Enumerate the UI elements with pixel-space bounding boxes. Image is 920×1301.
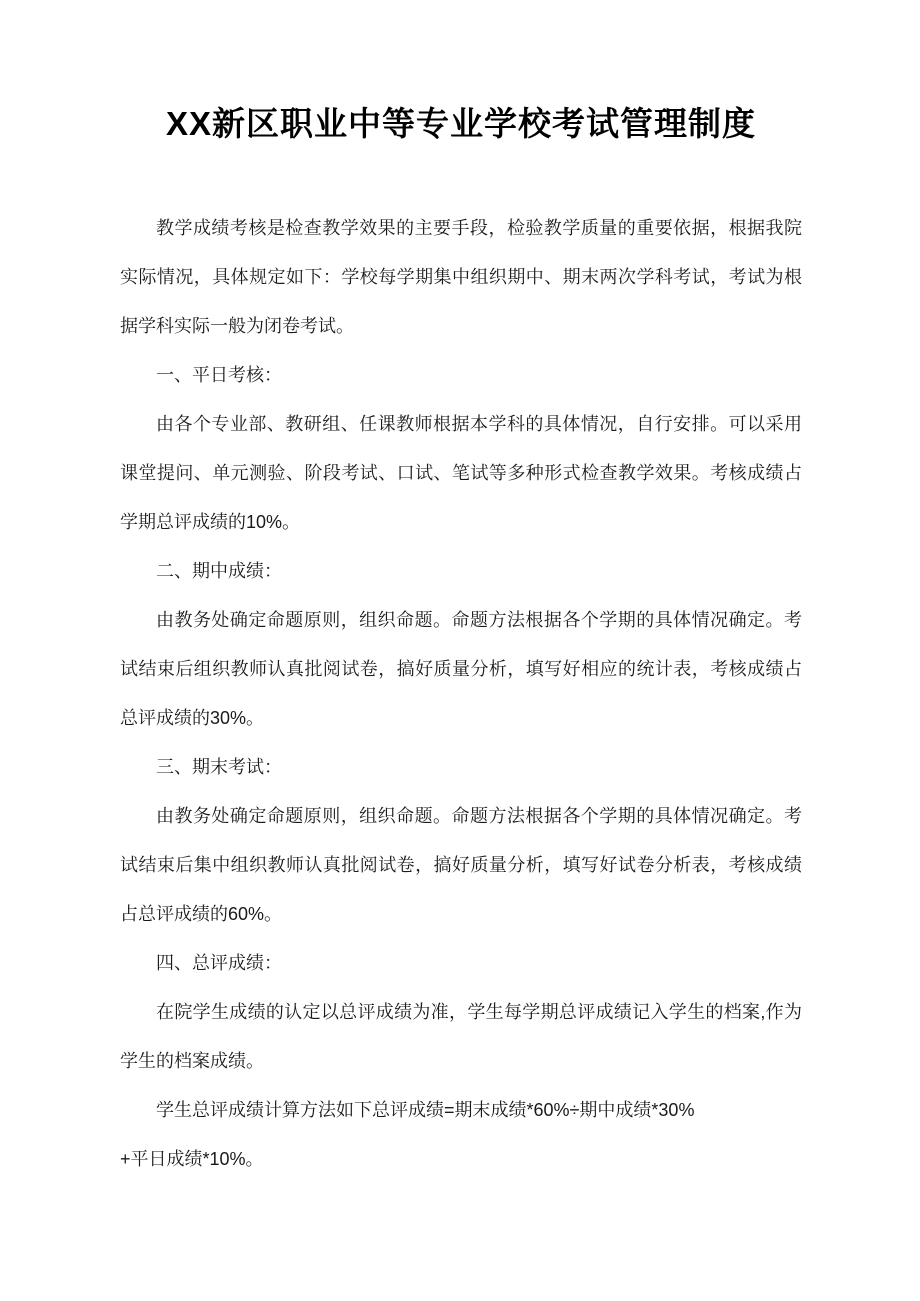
paragraph: 由各个专业部、教研组、任课教师根据本学科的具体情况，自行安排。可以采用课堂提问、单元测验、阶段考试、口试、笔试等多种形式检查教学效果。考核成绩占学期总评成绩的10%。: [120, 414, 802, 532]
paragraph: +平日成绩*10%。: [120, 1149, 264, 1169]
paragraph: 教学成绩考核是检查教学效果的主要手段，检验教学质量的重要依据，根据我院实际情况，具体规定如下：学校每学期集中组织期中、期末两次学科考试，考试为根据学科实际一般为闭卷考试。: [120, 218, 802, 336]
paragraph: 在院学生成绩的认定以总评成绩为准，学生每学期总评成绩记入学生的档案,作为学生的档案成绩。: [120, 1002, 802, 1071]
paragraph: 四、总评成绩：: [156, 953, 282, 973]
paragraph: 学生总评成绩计算方法如下总评成绩=期末成绩*60%÷期中成绩*30%: [156, 1100, 695, 1120]
paragraph: 一、平日考核：: [156, 365, 282, 385]
paragraph: 三、期末考试：: [156, 757, 282, 777]
paragraph: 由教务处确定命题原则，组织命题。命题方法根据各个学期的具体情况确定。考试结束后集中组织教师认真批阅试卷，搞好质量分析，填写好试卷分析表，考核成绩占总评成绩的60%。: [120, 806, 802, 924]
document-body: [120, 204, 802, 1184]
document-title: XX新区职业中等专业学校考试管理制度: [165, 105, 757, 142]
paragraph: 由教务处确定命题原则，组织命题。命题方法根据各个学期的具体情况确定。考试结束后组织教师认真批阅试卷，搞好质量分析，填写好相应的统计表，考核成绩占总评成绩的30%。: [120, 610, 802, 728]
paragraph: 二、期中成绩：: [156, 561, 282, 581]
